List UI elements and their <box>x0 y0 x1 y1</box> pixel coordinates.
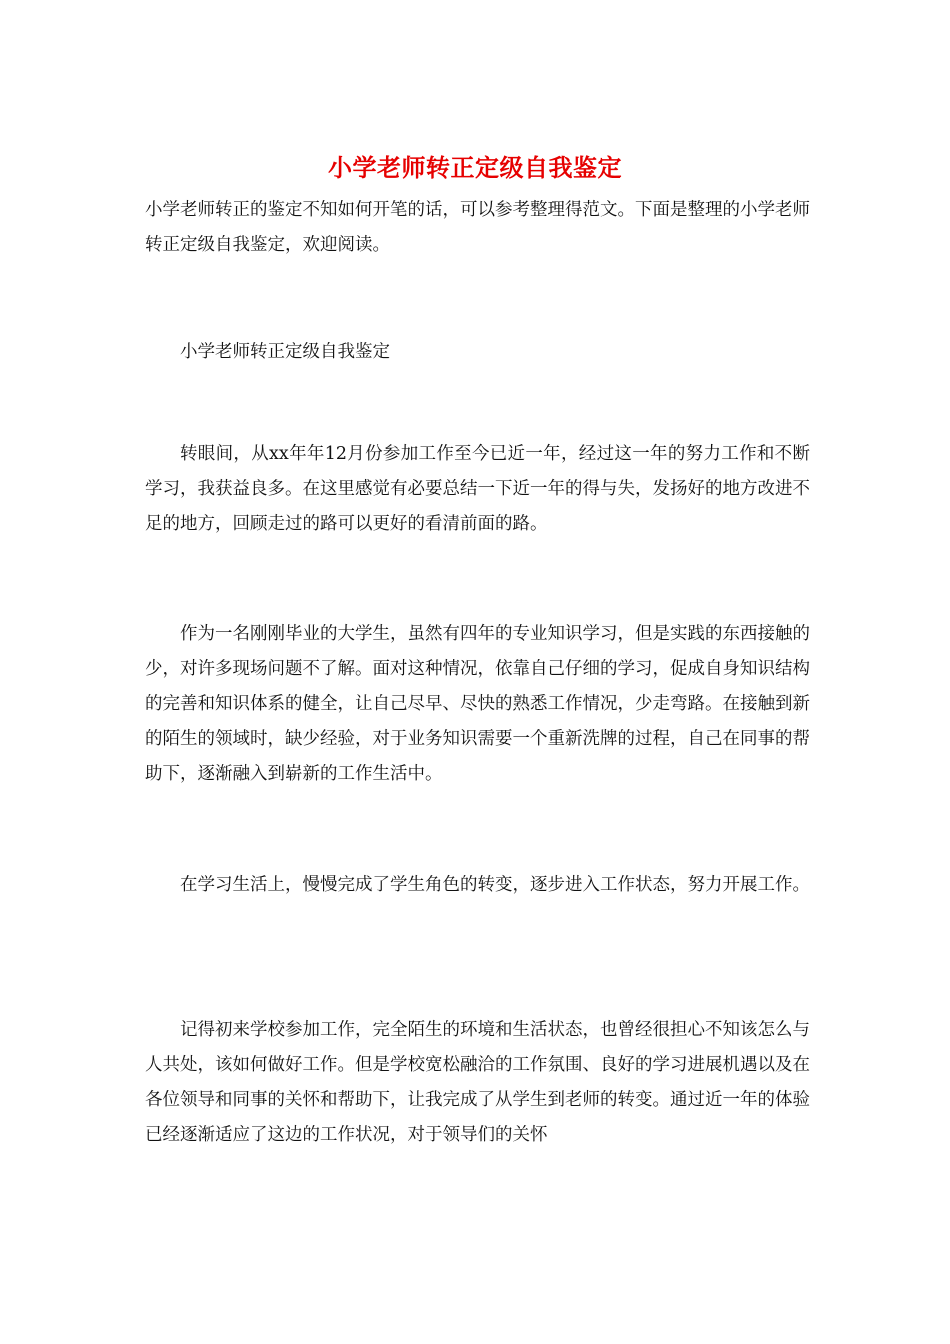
body-paragraph-3: 在学习生活上，慢慢完成了学生角色的转变，逐步进入工作状态，努力开展工作。 <box>180 875 810 895</box>
document-title: 小学老师转正定级自我鉴定 <box>328 153 622 182</box>
section-subtitle: 小学老师转正定级自我鉴定 <box>180 342 390 362</box>
body-paragraph-2: 作为一名刚刚毕业的大学生，虽然有四年的专业知识学习，但是实践的东西接触的少，对许多现场问题不了解。面对这种情况，依靠自己仔细的学习，促成自身知识结构的完善和知识体系的健全，让自己尽早、尽快的熟悉工作情况，少走弯路。在接触到新的陌生的领域时，缺少经验，对于业务知识需要一个重新洗牌的过程，自己在同事的帮助下，逐渐融入到崭新的工作生活中。 <box>145 624 810 784</box>
body-paragraph-1: 转眼间，从xx年年12月份参加工作至今已近一年，经过这一年的努力工作和不断学习，我获益良多。在这里感觉有必要总结一下近一年的得与失，发扬好的地方改进不足的地方，回顾走过的路可以更好的看清前面的路。 <box>145 444 810 534</box>
body-paragraph-4: 记得初来学校参加工作，完全陌生的环境和生活状态，也曾经很担心不知该怎么与人共处，该如何做好工作。但是学校宽松融洽的工作氛围、良好的学习进展机遇以及在各位领导和同事的关怀和帮助下，让我完成了从学生到老师的转变。通过近一年的体验已经逐渐适应了这边的工作状况，对于领导们的关怀 <box>145 1020 810 1145</box>
intro-paragraph: 小学老师转正的鉴定不知如何开笔的话，可以参考整理得范文。下面是整理的小学老师转正定级自我鉴定，欢迎阅读。 <box>145 200 810 255</box>
